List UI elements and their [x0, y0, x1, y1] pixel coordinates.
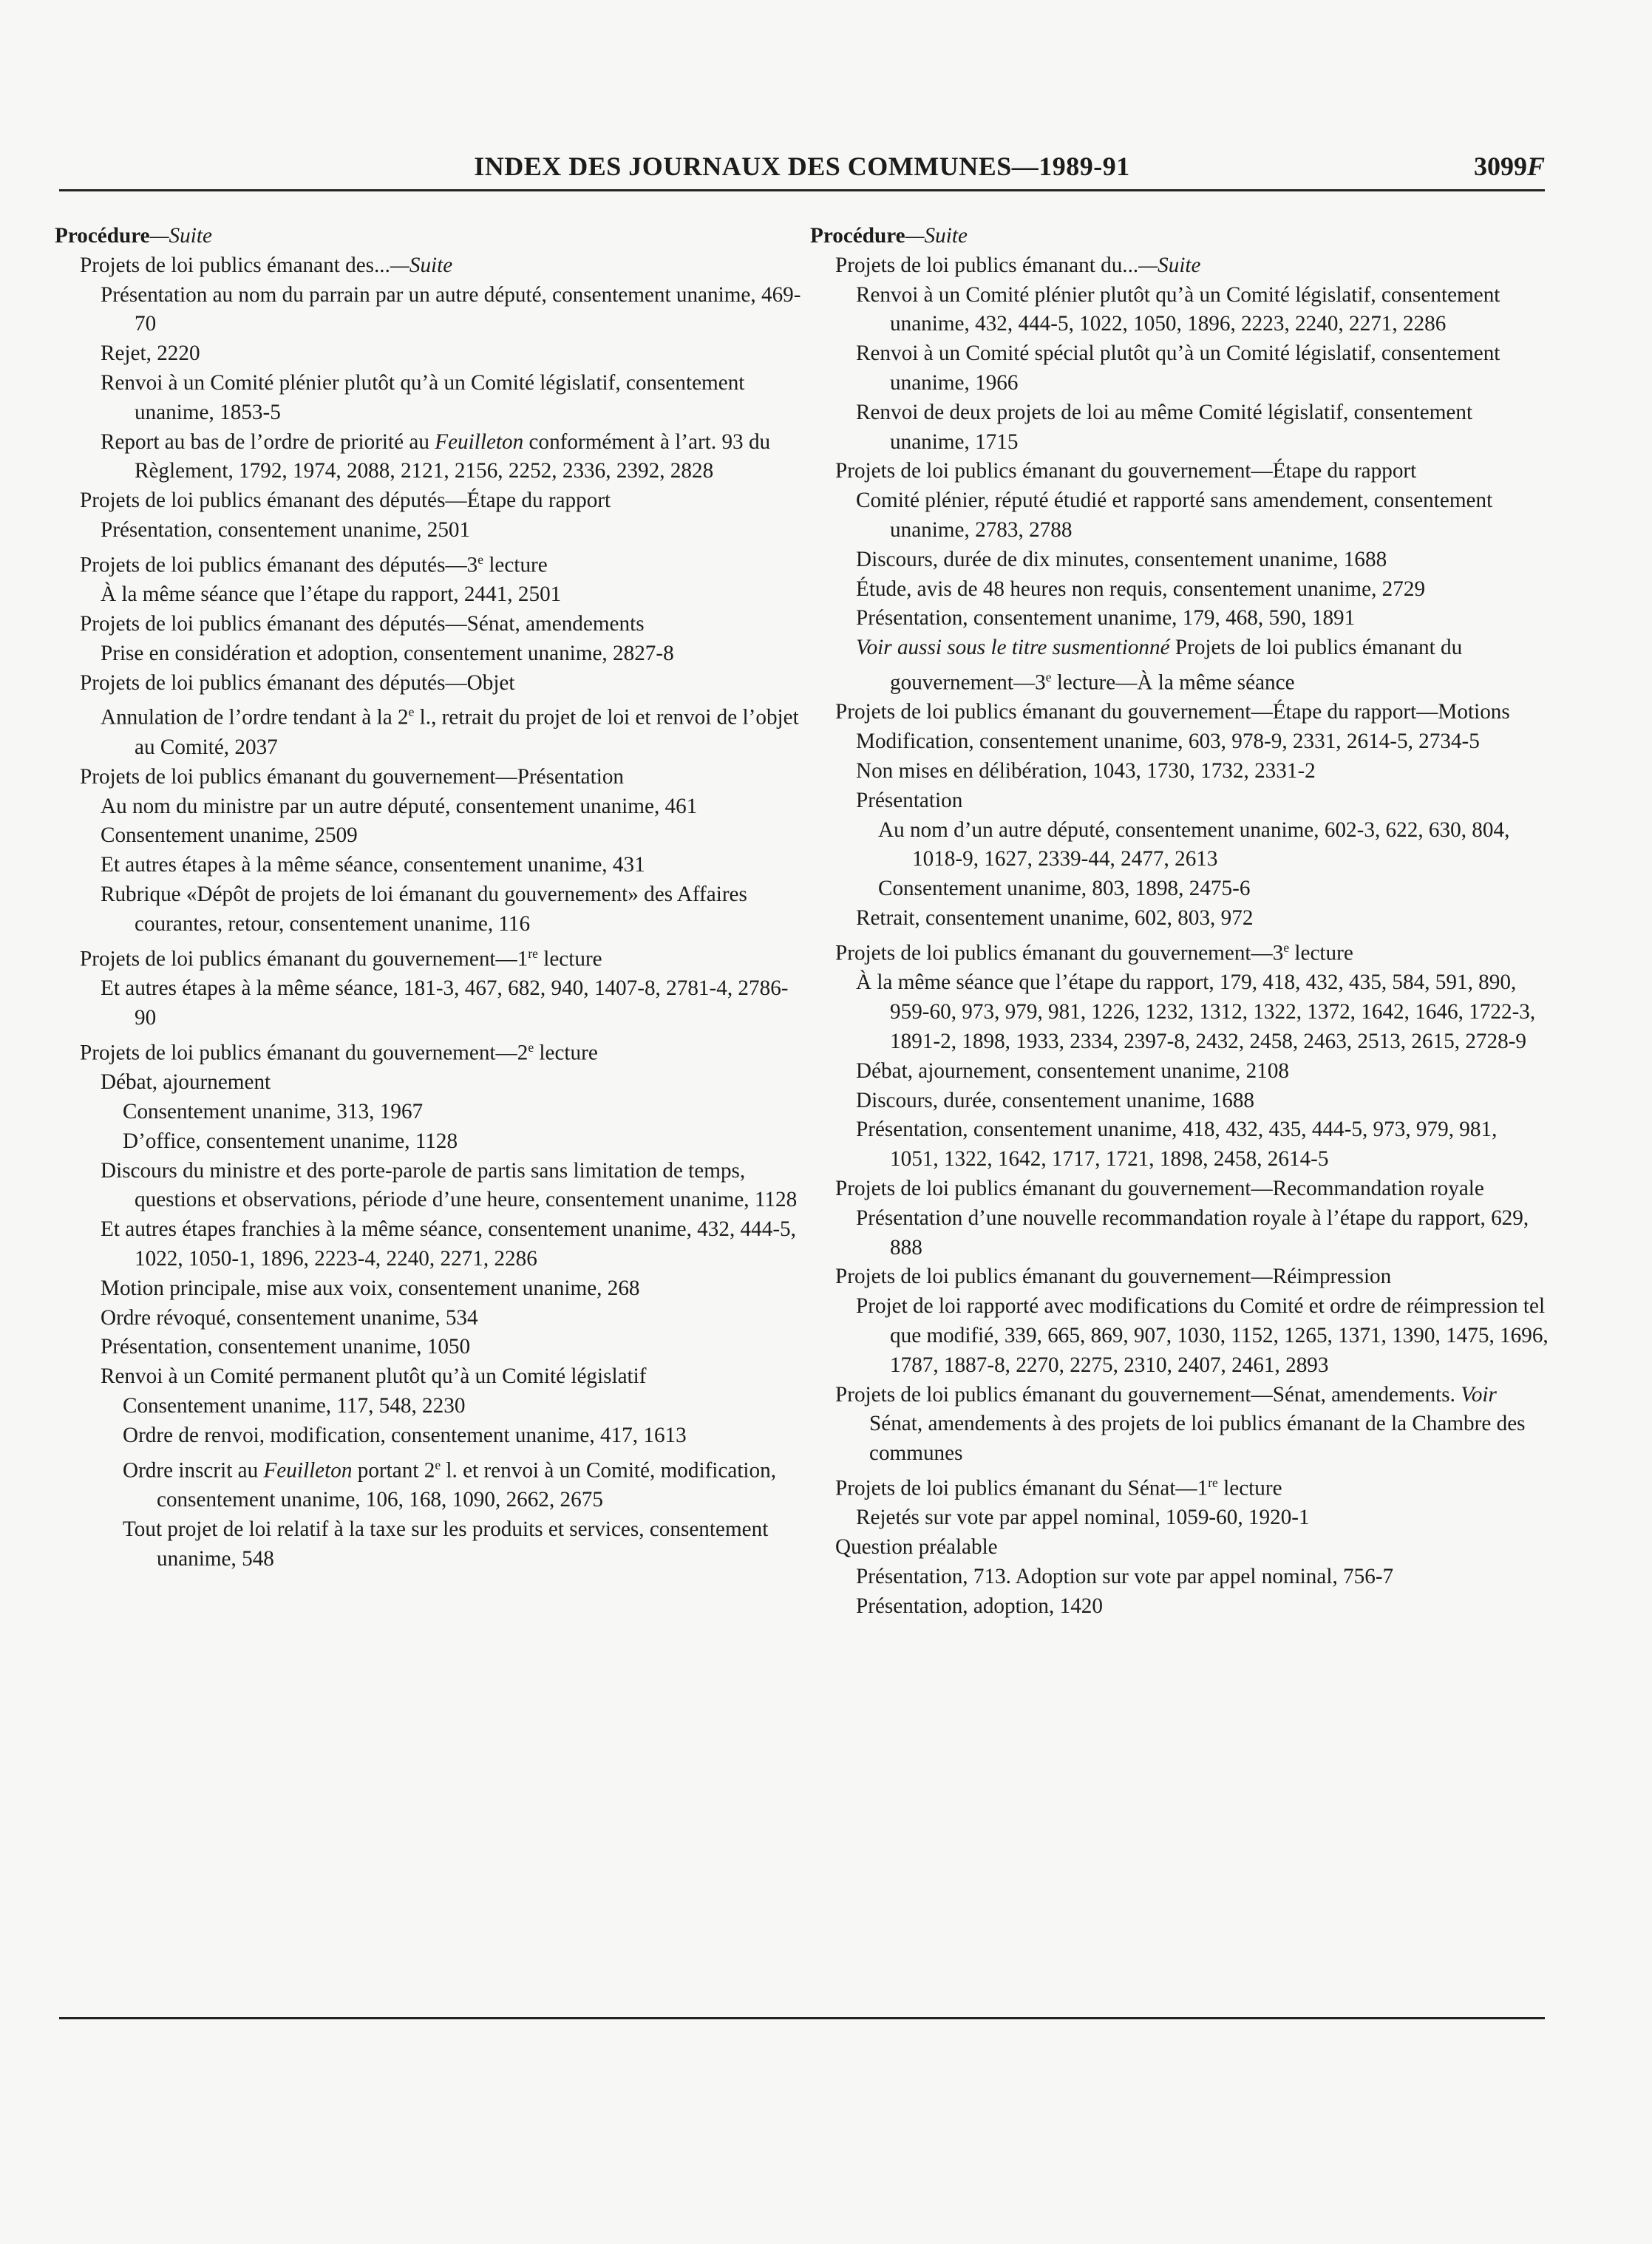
entry-text: Question préalable [835, 1535, 998, 1560]
index-entry [55, 610, 801, 639]
entry-text: Rejetés sur vote par appel nominal, 1059-60, 1920-1 [856, 1506, 1310, 1530]
superscript: e [477, 551, 484, 567]
index-heading [55, 222, 801, 251]
entry-text: Discours, durée de dix minutes, consentement unanime, 1688 [856, 547, 1387, 571]
entry-text: Projets de loi publics émanant du gouvernement—Étape du rapport [835, 459, 1417, 483]
entry-text: lecture [537, 947, 602, 971]
index-entry [810, 1381, 1549, 1469]
index-column-left [55, 222, 801, 1574]
entry-text: Et autres étapes franchies à la même séance, consentement unanime, 432, 444-5, 1022, 1050-1, 1896, 2223-4, 2240, 2271, 2286 [101, 1217, 796, 1271]
page-number [1474, 151, 1545, 182]
entry-text: Modification, consentement unanime, 603, 978-9, 2331, 2614-5, 2734-5 [856, 730, 1480, 754]
entry-text: Présentation, consentement unanime, 418, 432, 435, 444-5, 973, 979, 981, 1051, 1322, 1642, 1717, 1721, 1898, 2458, 2614-5 [856, 1118, 1498, 1172]
entry-text: Renvoi de deux projets de loi au même Comité législatif, consentement unanime, 1715 [856, 400, 1473, 454]
index-entry [55, 1274, 801, 1304]
index-entry [810, 1087, 1549, 1116]
page-title: INDEX DES JOURNAUX DES COMMUNES—1989-91 [474, 152, 1130, 181]
index-entry [55, 792, 801, 822]
index-entry [55, 1098, 801, 1127]
index-entry [55, 763, 801, 792]
index-entry [55, 1392, 801, 1421]
index-entry [810, 698, 1549, 727]
entry-text: À la même séance que l’étape du rapport, 2441, 2501 [101, 582, 562, 607]
entry-text: conformément à l’art. 93 du Règlement, 1792, 1974, 2088, 2121, 2156, 2252, 2336, 2392, 2828 [135, 429, 771, 483]
index-entry [810, 1563, 1549, 1592]
italic-text: Voir aussi sous le titre susmentionné [856, 636, 1170, 660]
index-entry [55, 851, 801, 880]
entry-text: Retrait, consentement unanime, 602, 803, 972 [856, 906, 1254, 931]
entry-text: Projet de loi rapporté avec modifications du Comité et ordre de réimpression tel que modifié, 339, 665, 869, 907, 1030, 1152, 1265, 1371, 1390, 1475, 1696, 1787, 1887-8, 2270, 2275, 2310, 2407, 2461, 2893 [856, 1294, 1549, 1377]
index-entry [55, 369, 801, 428]
entry-text: Projets de loi publics émanant du gouvernement—Recommandation royale [835, 1176, 1484, 1200]
index-entry [55, 1421, 801, 1451]
entry-text: Présentation, consentement unanime, 2501 [101, 517, 471, 542]
index-entry [55, 1515, 801, 1574]
index-entry [810, 786, 1549, 816]
page-number-digits: 3099 [1473, 152, 1527, 181]
index-entry [810, 816, 1549, 875]
entry-text: Ordre révoqué, consentement unanime, 534 [101, 1305, 478, 1330]
entry-text: Présentation, consentement unanime, 1050 [101, 1335, 471, 1359]
entry-text: Débat, ajournement, consentement unanime, 2108 [856, 1058, 1290, 1083]
entry-text: Projets de loi publics émanant du gouvernement—3 [835, 941, 1284, 965]
entry-text: Projets de loi publics émanant des députés—Sénat, amendements [80, 612, 645, 636]
bottom-rule [59, 2017, 1545, 2019]
index-entry [810, 874, 1549, 904]
entry-text: Consentement unanime, 2509 [101, 823, 358, 848]
index-entry [810, 1292, 1549, 1380]
index-entry [55, 939, 801, 975]
entry-text: Discours du ministre et des porte-parole de partis sans limitation de temps, questions et observations, période d’une heure, consentement unanime, 1128 [101, 1158, 798, 1212]
index-entry [810, 757, 1549, 786]
superscript: e [435, 1457, 441, 1472]
superscript: re [528, 945, 538, 961]
entry-text: Étude, avis de 48 heures non requis, consentement unanime, 2729 [856, 577, 1426, 601]
entry-text: Au nom du ministre par un autre député, consentement unanime, 461 [101, 794, 698, 818]
index-entry [810, 1592, 1549, 1622]
page-number-suffix: F [1526, 152, 1545, 181]
entry-text: Consentement unanime, 313, 1967 [123, 1100, 424, 1124]
index-entry [55, 821, 801, 851]
index-entry [55, 516, 801, 545]
entry-text: Présentation d’une nouvelle recommandation royale à l’étape du rapport, 629, 888 [856, 1206, 1529, 1259]
index-entry [810, 486, 1549, 545]
index-entry [810, 934, 1549, 969]
entry-text: Renvoi à un Comité plénier plutôt qu’à un Comité législatif, consentement unanime, 432, 444-5, 1022, 1050, 1896, 2223, 2240, 2271, 2286 [856, 282, 1500, 336]
index-entry [810, 1174, 1549, 1204]
index-entry [55, 698, 801, 762]
entry-text: Renvoi à un Comité spécial plutôt qu’à un Comité législatif, consentement unanime, 1966 [856, 341, 1500, 395]
entry-text: Projets de loi publics émanant du... [835, 253, 1139, 277]
entry-text: Consentement unanime, 803, 1898, 2475-6 [878, 877, 1251, 901]
italic-text: —Suite [390, 253, 453, 277]
index-entry [55, 1451, 801, 1515]
index-entry [55, 1127, 801, 1157]
entry-text: Projets de loi publics émanant du gouvernement—1 [80, 947, 528, 971]
entry-text: Projets de loi publics émanant du gouvernement—Présentation [80, 764, 625, 789]
index-entry [810, 1533, 1549, 1563]
index-entry [810, 1503, 1549, 1533]
index-entry [810, 339, 1549, 398]
index-entry [810, 251, 1549, 281]
italic-text: Feuilleton [435, 429, 524, 454]
index-entry [810, 1204, 1549, 1263]
index-entry [55, 1215, 801, 1274]
entry-text: Projets de loi publics émanant des... [80, 253, 390, 277]
entry-text: Ordre de renvoi, modification, consentement unanime, 417, 1613 [123, 1423, 687, 1447]
index-entry [810, 398, 1549, 458]
italic-text: Voir [1461, 1382, 1497, 1407]
index-entry [810, 727, 1549, 757]
index-entry [55, 1362, 801, 1392]
superscript: e [1283, 939, 1290, 955]
index-entry [55, 1333, 801, 1362]
entry-text: Non mises en délibération, 1043, 1730, 1732, 2331-2 [856, 759, 1316, 783]
index-entry [55, 281, 801, 340]
entry-text: Projets de loi publics émanant des députés—3 [80, 553, 478, 577]
index-entry [55, 486, 801, 516]
entry-text: Discours, durée, consentement unanime, 1688 [856, 1088, 1255, 1112]
index-entry [810, 1469, 1549, 1504]
entry-text: Projets de loi publics émanant des députés—Objet [80, 670, 515, 695]
entry-text: Projets de loi publics émanant du Sénat—1 [835, 1476, 1209, 1500]
index-entry [55, 639, 801, 669]
entry-text: Projets de loi publics émanant du gouvernement—Étape du rapport—Motions [835, 700, 1510, 724]
entry-text: Présentation [856, 788, 963, 812]
italic-text: Feuilleton [263, 1458, 353, 1483]
index-entry [55, 545, 801, 581]
entry-text: l., retrait du projet de loi et renvoi de l’objet au Comité, 2037 [135, 706, 799, 760]
index-entry [55, 428, 801, 487]
entry-text: Consentement unanime, 117, 548, 2230 [123, 1394, 466, 1418]
entry-text: lecture [1289, 941, 1353, 965]
index-entry [810, 457, 1549, 486]
index-entry [810, 281, 1549, 340]
entry-text: lecture—À la même séance [1051, 670, 1295, 695]
entry-text: Projets de loi publics émanant du gouvernement—Sénat, amendements. [835, 1382, 1461, 1407]
index-entry [55, 1304, 801, 1333]
index-entry [55, 1157, 801, 1216]
entry-text: Comité plénier, réputé étudié et rapporté sans amendement, consentement unanime, 2783, 2788 [856, 489, 1493, 542]
index-entry [810, 968, 1549, 1056]
index-entry [55, 251, 801, 281]
superscript: e [408, 704, 415, 720]
entry-text: Rejet, 2220 [101, 341, 200, 366]
entry-text: Projets de loi publics émanant du gouvernement—2 [80, 1041, 528, 1065]
superscript: re [1208, 1475, 1218, 1490]
index-entry [810, 633, 1549, 698]
entry-text: Prise en considération et adoption, consentement unanime, 2827-8 [101, 641, 674, 665]
page-header [59, 145, 1545, 191]
entry-text: Renvoi à un Comité permanent plutôt qu’à un Comité législatif [101, 1364, 647, 1389]
entry-text: lecture [1217, 1476, 1282, 1500]
index-entry [55, 1068, 801, 1098]
entry-text: Débat, ajournement [101, 1070, 271, 1095]
index-heading [810, 222, 1549, 251]
entry-text: Et autres étapes à la même séance, consentement unanime, 431 [101, 853, 645, 877]
entry-text: Et autres étapes à la même séance, 181-3, 467, 682, 940, 1407-8, 2781-4, 2786-90 [101, 976, 789, 1030]
entry-text: lecture [534, 1041, 598, 1065]
entry-text: Présentation, 713. Adoption sur vote par appel nominal, 756-7 [856, 1565, 1394, 1589]
entry-text: Report au bas de l’ordre de priorité au [101, 429, 435, 454]
entry-text: Annulation de l’ordre tendant à la 2 [101, 706, 409, 730]
index-entry [55, 339, 801, 369]
entry-text: Tout projet de loi relatif à la taxe sur les produits et services, consentement unanime, 548 [123, 1517, 769, 1571]
entry-text: portant 2 [352, 1458, 435, 1483]
entry-text: D’office, consentement unanime, 1128 [123, 1129, 458, 1153]
entry-text: Présentation, adoption, 1420 [856, 1594, 1103, 1618]
entry-text: Présentation au nom du parrain par un autre député, consentement unanime, 469-70 [101, 282, 801, 336]
entry-text: Motion principale, mise aux voix, consentement unanime, 268 [101, 1276, 640, 1300]
index-entry [810, 604, 1549, 633]
index-entry [810, 904, 1549, 934]
index-entry [55, 580, 801, 610]
entry-text: À la même séance que l’étape du rapport, 179, 418, 432, 435, 584, 591, 890, 959-60, 973, 979, 981, 1226, 1232, 1312, 1322, 1372, 1642, 1646, 1722-3, 1891-2, 1898, 1933, 2334, 2397-8, 2432, 2458, 2463, 2513, 2615, 2728-9 [856, 970, 1536, 1053]
index-entry [55, 880, 801, 939]
heading-suite: —Suite [905, 224, 968, 248]
entry-text: Projets de loi publics émanant du gouvernement—Réimpression [835, 1265, 1392, 1289]
entry-text: Rubrique «Dépôt de projets de loi émanant du gouvernement» des Affaires courantes, retour, consentement unanime, 116 [101, 883, 747, 936]
index-entry [55, 974, 801, 1033]
heading-text: Procédure [55, 224, 150, 248]
index-entry [55, 669, 801, 698]
entry-text: Renvoi à un Comité plénier plutôt qu’à un Comité législatif, consentement unanime, 1853-5 [101, 370, 745, 424]
index-entry [810, 1262, 1549, 1292]
entry-text: Sénat, amendements à des projets de loi publics émanant de la Chambre des communes [869, 1412, 1526, 1466]
index-entry [55, 1033, 801, 1069]
superscript: e [1045, 669, 1052, 684]
index-entry [810, 1057, 1549, 1087]
entry-text: Présentation, consentement unanime, 179, 468, 590, 1891 [856, 606, 1356, 630]
index-entry [810, 575, 1549, 605]
entry-text: Projets de loi publics émanant des députés—Étape du rapport [80, 489, 611, 513]
superscript: e [528, 1039, 534, 1055]
index-entry [810, 545, 1549, 575]
heading-text: Procédure [810, 224, 905, 248]
entry-text: lecture [483, 553, 548, 577]
heading-suite: —Suite [149, 224, 212, 248]
entry-text: l. et renvoi à un Comité, modification, consentement unanime, 106, 168, 1090, 2662, 2675 [157, 1458, 777, 1512]
entry-text: Au nom d’un autre député, consentement unanime, 602-3, 622, 630, 804, 1018-9, 1627, 2339-44, 2477, 2613 [878, 817, 1510, 871]
entry-text: Ordre inscrit au [123, 1458, 264, 1483]
italic-text: —Suite [1138, 253, 1201, 277]
entry-text: Projets de loi publics émanant du gouvernement—3 [890, 636, 1463, 695]
index-column-right [810, 222, 1549, 1622]
index-entry [810, 1115, 1549, 1174]
